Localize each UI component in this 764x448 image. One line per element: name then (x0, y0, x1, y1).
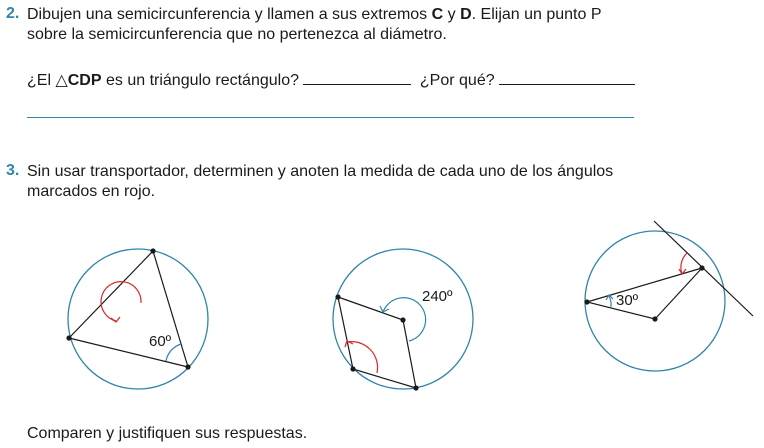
figure-1-highlight-arc (101, 282, 141, 321)
figure-1-angle-label: 60º (149, 333, 172, 350)
figure-1-highlight-arrow (111, 317, 120, 322)
why-label: ¿Por qué? (419, 72, 495, 89)
question-2-prompt: ¿El △CDP es un triángulo rectángulo? ¿Por qué? (27, 69, 647, 91)
figure-3 (584, 221, 753, 371)
figure-3-tangent-point (699, 265, 704, 270)
question-2-line-1: Dibujen una semicircunferencia y llamen a sus extremos C y D. Elijan un punto P (27, 6, 602, 23)
figure-2-vertex-bottom-right (413, 385, 418, 390)
figure-2-vertex-left (335, 294, 340, 299)
figure-3-center (652, 316, 657, 321)
footer-instruction: Comparen y justifiquen sus respuestas. (27, 425, 308, 442)
question-3-line-1: Sin usar transportador, determinen y anoten la medida de cada uno de los ángulos (27, 163, 614, 180)
question-2-number: 2. (6, 5, 20, 22)
figure-3-angle-arc (609, 296, 611, 307)
figure-1-vertex-bottom (185, 364, 190, 369)
point-d-label: D (460, 6, 472, 23)
question-2-line-2: sobre la semicircunferencia que no pertenezca al diámetro. (27, 26, 447, 43)
question-3-line-2: marcados en rojo. (27, 183, 156, 200)
question-3-number: 3. (6, 162, 20, 179)
figure-3-angle-label: 30º (616, 292, 639, 309)
figure-1-vertex-left (66, 335, 71, 340)
figure-2 (333, 249, 473, 391)
figure-1-vertex-top (150, 248, 155, 253)
figure-3-vertex-left (584, 299, 589, 304)
figure-1 (66, 248, 208, 389)
point-c-label: C (431, 6, 444, 23)
figure-3-circle (585, 231, 725, 371)
figure-2-vertex-bottom-left (350, 366, 355, 371)
figure-2-angle-label: 240º (422, 288, 453, 305)
figure-2-center (400, 317, 405, 322)
figure-3-quadrilateral (587, 268, 702, 319)
